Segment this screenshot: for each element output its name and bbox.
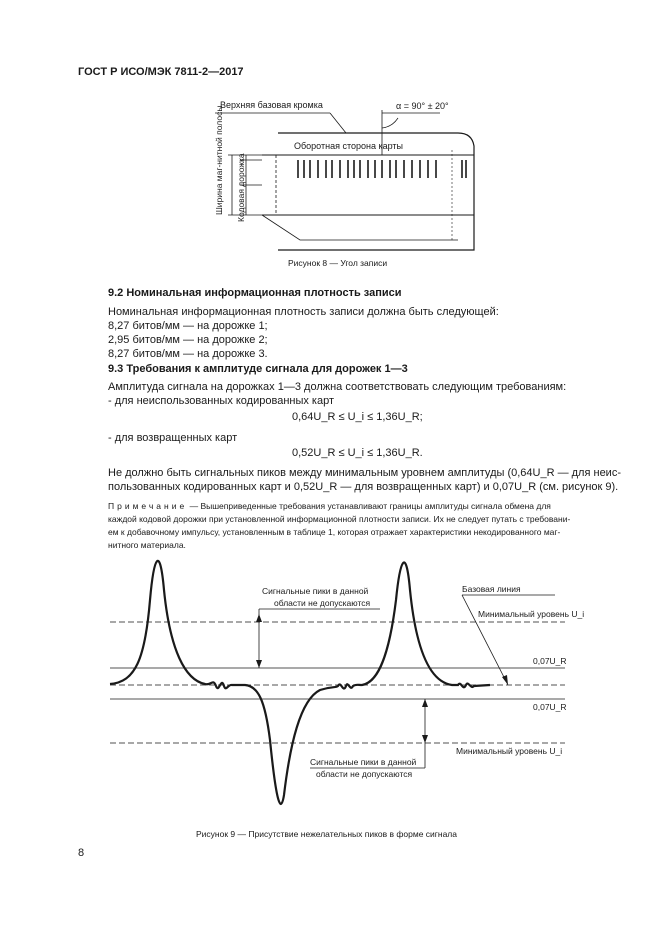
label-angle: α = 90° ± 20° xyxy=(396,101,449,111)
label-min-top: Минимальный уровень U_i xyxy=(478,609,585,619)
label-no-peaks-top-1: Сигнальные пики в данной xyxy=(262,586,369,596)
section-9-2-intro: Номинальная информационная плотность записи должна быть следующей: xyxy=(108,306,499,318)
formula-2: 0,52U_R ≤ U_i ≤ 1,36U_R. xyxy=(292,447,423,459)
label-top-edge: Верхняя базовая кромка xyxy=(220,100,323,110)
section-9-3-heading: 9.3 Требования к амплитуде сигнала для дорожек 1—3 xyxy=(108,363,408,375)
density-line-2: 2,95 битов/мм — на дорожке 2; xyxy=(108,334,268,346)
item-returned-cards: - для возвращенных карт xyxy=(108,432,238,444)
label-baseline: Базовая линия xyxy=(462,584,521,594)
note-line-3: ем к добавочному импульсу, установленным в таблице 1, которая отражает характеристики некодированного маг- xyxy=(108,527,561,537)
density-line-3: 8,27 битов/мм — на дорожке 3. xyxy=(108,348,268,360)
label-no-peaks-bottom-1: Сигнальные пики в данной xyxy=(310,757,417,767)
label-track: Кодовая дорожка xyxy=(236,153,246,222)
note-line-2: каждой кодовой дорожки при установленной информационной плотности записи. Их не следует путать с требовани- xyxy=(108,514,571,524)
section-9-2-heading: 9.2 Номинальная информационная плотность записи xyxy=(108,287,402,299)
formula-1: 0,64U_R ≤ U_i ≤ 1,36U_R; xyxy=(292,411,423,423)
note-text-1: — Вышеприведенные требования устанавливают границы амплитуды сигнала обмена для xyxy=(189,501,551,511)
figure-9-caption: Рисунок 9 — Присутствие нежелательных пиков в форме сигнала xyxy=(196,829,457,839)
paragraph-line-1: Не должно быть сигнальных пиков между минимальным уровнем амплитуды (0,64U_R — для неис- xyxy=(108,467,621,479)
label-stripe-width: Ширина маг-нитной полосы xyxy=(214,105,224,215)
section-9-3-intro: Амплитуда сигнала на дорожках 1—3 должна соответствовать следующим требованиям: xyxy=(108,381,567,393)
document-id: ГОСТ Р ИСО/МЭК 7811-2—2017 xyxy=(78,66,244,78)
density-line-1: 8,27 битов/мм — на дорожке 1; xyxy=(108,320,268,332)
paragraph-line-2: пользованных кодированных карт и 0,52U_R — для возвращенных карт) и 0,07U_R (см. рисунок 9). xyxy=(108,481,619,493)
label-back-side: Оборотная сторона карты xyxy=(294,141,403,151)
label-no-peaks-top-2: области не допускаются xyxy=(274,598,371,608)
item-unused-cards: - для неиспользованных кодированных карт xyxy=(108,395,335,407)
note-line-4: нитного материала. xyxy=(108,540,186,550)
label-007-top: 0,07U_R xyxy=(533,656,567,666)
label-007-bottom: 0,07U_R xyxy=(533,702,567,712)
note-label: Примечание xyxy=(108,501,188,511)
label-no-peaks-bottom-2: области не допускаются xyxy=(316,769,413,779)
label-min-bottom: Минимальный уровень U_i xyxy=(456,746,563,756)
page-number: 8 xyxy=(78,847,85,859)
figure-8-caption: Рисунок 8 — Угол записи xyxy=(288,258,388,268)
